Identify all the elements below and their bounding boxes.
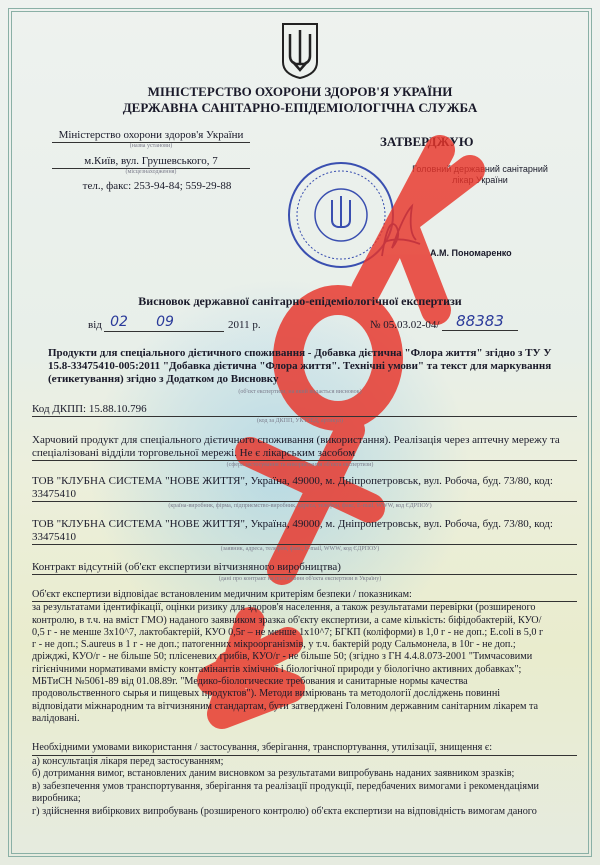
conditions-line: б) дотримання вимог, встановлених даним висновком за результатами випробувань наданих заявником зразків; [32, 768, 515, 780]
date-prefix: від [88, 319, 102, 331]
date-underline [104, 331, 224, 332]
manufacturer-caption: (країна-виробник, фірма, підприємство-виробник, адреса, телефон, факс, E-mail, WWW, код ЄДРПОУ) [168, 503, 432, 509]
criteria-line: за результатами ідентифікації, оцінки ризику для здоров'я населення, а також результатами перевірки (розширеного [32, 602, 536, 614]
ministry-heading: МІНІСТЕРСТВО ОХОРОНИ ЗДОРОВ'Я УКРАЇНИ [147, 84, 453, 99]
service-heading: ДЕРЖАВНА САНІТАРНО-ЕПІДЕМІОЛОГІЧНА СЛУЖБА [122, 100, 478, 115]
applicant-info [32, 518, 577, 545]
date-year: 2011 р. [228, 319, 261, 331]
manufacturer-info [32, 475, 577, 502]
usage-line1: Харчовий продукт для спеціального дієтичного споживання (використання). Реалізація через аптечну мережу та [32, 434, 560, 446]
conditions-heading: Необхідними умовами використання / застосування, зберігання, транспортування, утилізації, знищення є: [32, 742, 577, 756]
product-line2: 15.8-33475410-005:2011 "Добавка дієтична "Флора життя". Технічні умови" та текст для маркування [48, 360, 552, 372]
criteria-line: 0,5 г - не менше 3x10^7, лактобактерій, КУО 0,5г – не менше 1x10^7; БГКП (коліформи) в 1,0 г - не доп.; E.coli в 5,0 г [32, 626, 544, 638]
criteria-line: контролю, в т.ч. на вміст ГМО) наданого заявником зразка об'єкту експертизи, а саме кількість: біфідобактерій, КУО/ [32, 614, 542, 626]
contract-caption: (дані про контракт на постачання об'єкта експертизи в Україну) [218, 576, 382, 582]
manufacturer-line1: ТОВ "КЛУБНА СИСТЕМА "НОВЕ ЖИТТЯ", Україна, 49000, м. Дніпропетровськ, вул. Робоча, буд. 73/80, код: [32, 475, 553, 487]
usage-description [32, 434, 577, 461]
applicant-line1: ТОВ "КЛУБНА СИСТЕМА "НОВЕ ЖИТТЯ", Україна, 49000, м. Дніпропетровськ, вул. Робоча, буд. 73/80, код: [32, 518, 553, 530]
criteria-line: г - не доп.; S.aureus в 1 г - не доп.; патогенних мікроорганізмів, у т.ч. бактерій роду Сальмонела, в 10г - не доп.; [32, 639, 516, 651]
criteria-line: валідовані. [32, 712, 80, 724]
dkpp-code: Код ДКПП: 15.88.10.796 [32, 403, 577, 417]
manufacturer-line2: 33475410 [32, 488, 577, 502]
approval-position [400, 164, 560, 186]
usage-line2: спеціалізовані відділи торговельної мережі. Не є лікарським засобом [32, 447, 577, 461]
product-caption: (об'єкт експертизи, на який видається висновок) [238, 389, 362, 395]
product-line1: Продукти для спеціального дієтичного споживання - Добавка дієтична "Флора життя" згідно з ТУ У [48, 347, 552, 359]
usage-caption: (сфера застосування та використання об'єкта експертизи) [226, 462, 374, 468]
conditions-section [32, 742, 577, 819]
applicant-line2: 33475410 [32, 531, 577, 545]
product-line3: (етикетування) згідно з Додатком до Висновку [48, 373, 279, 385]
dkpp-caption: (код за ДКПП, УКТЗЕД, артикул) [257, 418, 343, 424]
criteria-section [32, 589, 577, 725]
criteria-line: МБТиСН №5061-89 від 01.08.89г. "Медико-біологические требования и санитарные нормы качества [32, 676, 468, 688]
issuer-address: м.Київ, вул. Грушевського, 7 [52, 155, 250, 169]
conditions-line: г) здійснення вибіркових випробувань (розширеного контролю) об'єкта експертизи на відповідність вимогам даного [32, 805, 537, 817]
conditions-line: виробника; [32, 793, 81, 805]
criteria-heading: Об'єкт експертизи відповідає встановленим медичним критеріям безпеки / показникам: [32, 589, 577, 602]
issuer-address-caption: (місцезнаходження) [125, 169, 177, 175]
approval-signer: А.М. Пономаренко [430, 248, 512, 258]
criteria-line: гігієнічними нормативами вмісту контамінантів хімічної і біологічної природи у біологічно активних добавках"; [32, 663, 522, 675]
conditions-line: в) забезпечення умов транспортування, зберігання та реалізації продукції, передбачених вимогами і рекомендаціями [32, 780, 539, 792]
approval-position-line2: лікар України [452, 175, 508, 185]
criteria-line: дріжджі, КУО/г - не більше 50; плісеневих грибів, КУО/г - не більше 50; (згідно з ГН 4.4.8.073-2001 "Тимчасовими [32, 651, 533, 663]
number-prefix: № 05.03.02-04/ [370, 319, 440, 331]
product-description [48, 347, 593, 386]
approval-position-line1: Головний державний санітарний [412, 164, 548, 174]
date-month: 09 [156, 314, 174, 330]
trident-emblem-icon [281, 22, 319, 80]
conditions-line: а) консультація лікаря перед застосуванням; [32, 755, 224, 767]
number-value: 88383 [442, 312, 518, 331]
issuer-name: Міністерство охорони здоров'я України [52, 129, 250, 143]
approval-heading: ЗАТВЕРДЖУЮ [380, 134, 474, 149]
issuer-phone: тел., факс: 253-94-84; 559-29-88 [82, 180, 232, 192]
applicant-caption: (заявник, адреса, телефон, факс, E-mail, WWW, код ЄДРПОУ) [220, 546, 380, 552]
signature-icon [374, 196, 424, 266]
criteria-line: продовольственного сырья и пищевых продуктов"). Методи вимірювань та методології досліджень повинні [32, 688, 501, 700]
date-day: 02 [110, 314, 128, 330]
document-title: Висновок державної санітарно-епідеміологічної експертизи [138, 294, 462, 308]
criteria-line: відповідати міжнародним та вітчизняним стандартам, бути затверджені Головним державним санітарним лікарем та [32, 700, 539, 712]
contract-info: Контракт відсутній (об'єкт експертизи вітчизняного виробництва) [32, 561, 577, 575]
issuer-name-caption: (назва установи) [129, 143, 173, 149]
